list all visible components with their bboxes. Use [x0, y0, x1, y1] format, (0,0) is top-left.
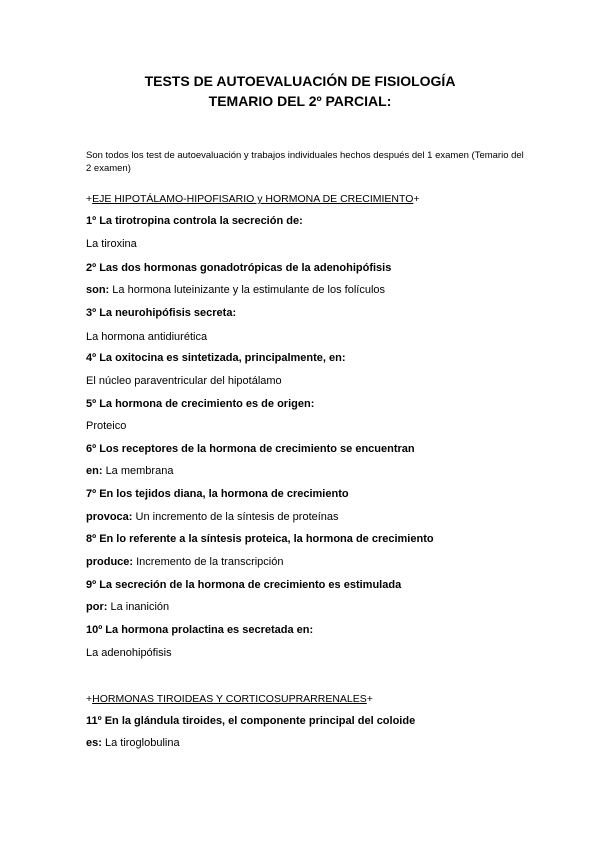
answer-text: La adenohipófisis: [86, 647, 172, 659]
document-title: TESTS DE AUTOEVALUACIÓN DE FISIOLOGÍA: [144, 73, 456, 89]
answer-line: [86, 511, 339, 523]
question-line: [86, 443, 415, 455]
answer-line: [86, 737, 180, 749]
document-subtitle: TEMARIO DEL 2º PARCIAL:: [208, 93, 392, 109]
question-line: [86, 624, 313, 636]
question-text: 3º La neurohipófisis secreta:: [86, 307, 237, 319]
question-line: [86, 579, 401, 591]
answer-text: La hormona antidiurética: [86, 331, 208, 343]
question-text: 11º En la glándula tiroides, el componente principal del coloide: [86, 715, 416, 727]
answer-text: El núcleo paraventricular del hipotálamo: [86, 375, 282, 387]
answer-line: [86, 238, 137, 250]
section-title: HORMONAS TIROIDEAS Y CORTICOSUPRARRENALES: [92, 693, 367, 705]
question-text: 5º La hormona de crecimiento es de origen:: [86, 398, 315, 410]
section-header: +HORMONAS TIROIDEAS Y CORTICOSUPRARRENALES+: [86, 693, 373, 705]
question-tail: es:: [86, 737, 102, 749]
question-line: [86, 533, 434, 545]
question-line: [86, 262, 391, 274]
question-line: [86, 488, 349, 500]
answer-line: [86, 420, 126, 432]
question-text: 7º En los tejidos diana, la hormona de crecimiento: [86, 488, 349, 500]
question-tail: por:: [86, 601, 108, 613]
answer-line: [86, 647, 172, 659]
question-text: 4º La oxitocina es sintetizada, principalmente, en:: [86, 352, 346, 364]
answer-line: [86, 556, 283, 568]
question-tail: provoca:: [86, 511, 133, 523]
question-line: [86, 215, 303, 227]
answer-text: La hormona luteinizante y la estimulante de los folículos: [112, 284, 386, 296]
answer-text: Incremento de la transcripción: [136, 556, 284, 568]
question-text: 2º Las dos hormonas gonadotrópicas de la adenohipófisis: [86, 262, 392, 274]
question-tail: son:: [86, 284, 110, 296]
answer-text: La tiroglobulina: [104, 737, 180, 749]
answer-text: Un incremento de la síntesis de proteínas: [135, 511, 339, 523]
answer-line: [86, 284, 385, 296]
answer-line: [86, 601, 169, 613]
answer-text: La tiroxina: [86, 238, 137, 250]
question-tail: produce:: [86, 556, 134, 568]
question-text: 10º La hormona prolactina es secretada en:: [86, 624, 314, 636]
section-header: +EJE HIPOTÁLAMO-HIPOFISARIO y HORMONA DE CRECIMIENTO+: [86, 193, 420, 205]
answer-text: La inanición: [110, 601, 170, 613]
question-text: 8º En lo referente a la síntesis proteica, la hormona de crecimiento: [86, 533, 434, 545]
question-line: [86, 715, 415, 727]
question-line: [86, 398, 314, 410]
section-title: EJE HIPOTÁLAMO-HIPOFISARIO y HORMONA DE CRECIMIENTO: [92, 193, 414, 205]
answer-line: [86, 331, 207, 343]
question-text: 9º La secreción de la hormona de crecimiento es estimulada: [86, 579, 402, 591]
question-text: 6º Los receptores de la hormona de crecimiento se encuentran: [86, 443, 415, 455]
answer-line: [86, 375, 282, 387]
question-line: [86, 352, 346, 364]
answer-line: [86, 465, 173, 477]
question-tail: en:: [86, 465, 103, 477]
intro-paragraph: Son todos los test de autoevaluación y trabajos individuales hechos después del 1 examen (Temario del 2 examen): [86, 150, 524, 174]
question-line: [86, 307, 236, 319]
answer-text: La membrana: [105, 465, 174, 477]
question-text: 1º La tirotropina controla la secreción de:: [86, 215, 303, 227]
answer-text: Proteico: [86, 420, 127, 432]
